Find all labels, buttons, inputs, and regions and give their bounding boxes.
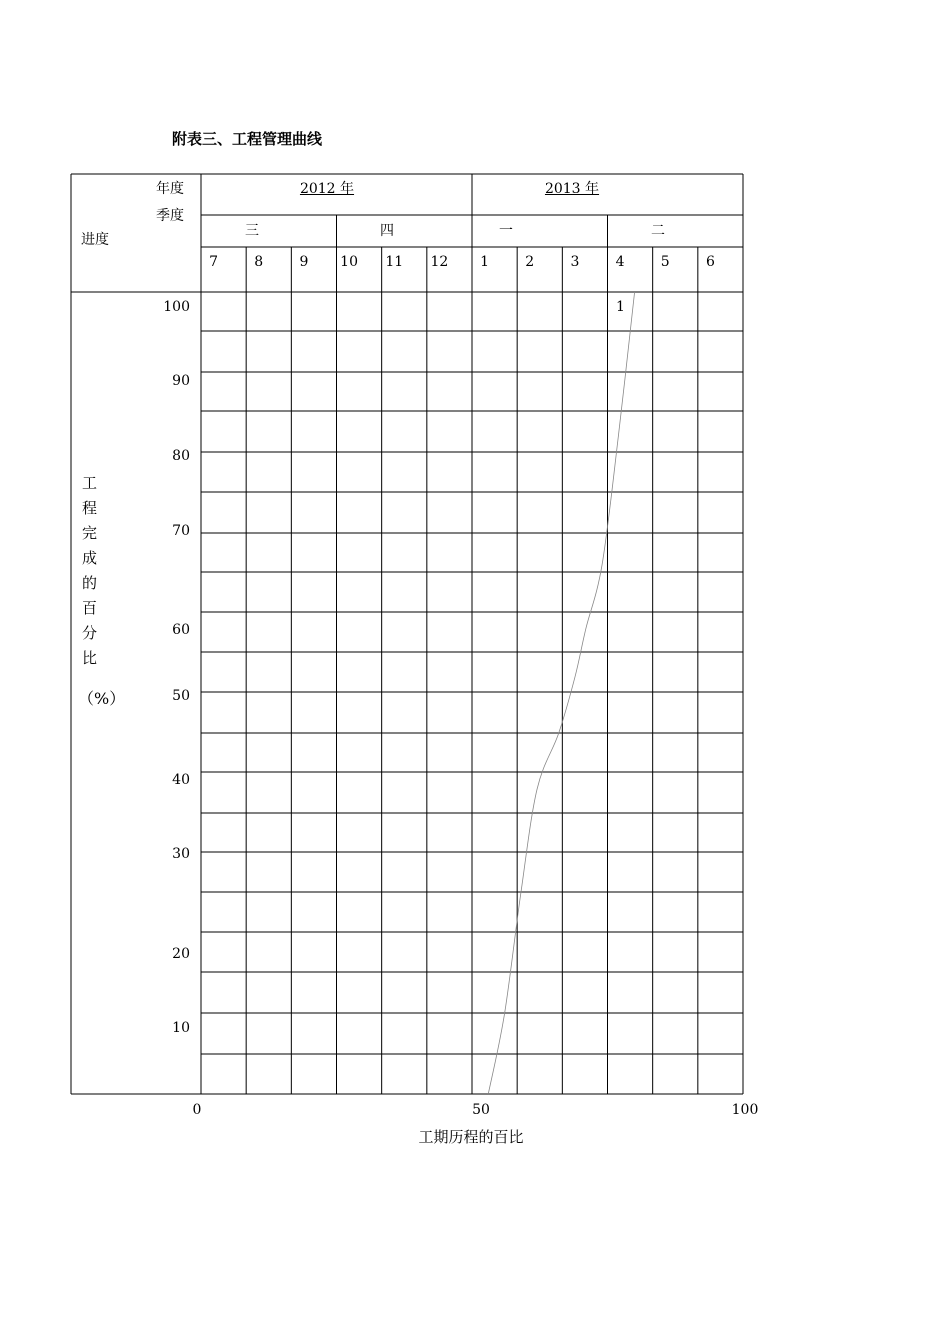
y-tick-label: 80 — [172, 448, 190, 464]
y-axis-label-char: 成 — [82, 549, 98, 567]
month-label: 7 — [209, 254, 219, 270]
y-axis-unit: （%） — [78, 689, 126, 708]
quarter-4-label: 四 — [380, 223, 394, 239]
month-label: 1 — [480, 254, 490, 270]
y-tick-label: 50 — [172, 688, 190, 704]
y-axis-label-char: 比 — [82, 649, 98, 667]
y-tick-label: 60 — [172, 622, 190, 638]
y-tick-label: 20 — [172, 946, 190, 962]
month-label: 6 — [705, 254, 715, 270]
y-tick-label: 10 — [172, 1020, 190, 1036]
month-label: 5 — [660, 254, 670, 270]
year-2012-label: 2012 年 — [299, 181, 355, 197]
year-2013-label: 2013 年 — [544, 181, 600, 197]
month-label: 8 — [254, 254, 264, 270]
quarter-3-label: 三 — [245, 223, 259, 239]
y-axis-label-char: 的 — [82, 574, 98, 592]
corner-year-label: 年度 — [156, 181, 184, 197]
month-label: 10 — [340, 254, 358, 270]
y-axis-label-char: 分 — [82, 624, 98, 642]
x-tick-100: 100 — [731, 1102, 759, 1118]
x-tick-50: 50 — [472, 1102, 490, 1118]
y-tick-label: 30 — [172, 846, 190, 862]
month-label: 12 — [430, 254, 449, 270]
quarter-1-label: 一 — [499, 223, 513, 239]
month-label: 3 — [570, 254, 580, 270]
corner-quarter-label: 季度 — [156, 208, 184, 224]
y-axis-label-char: 工 — [82, 474, 98, 492]
y-tick-label: 70 — [172, 523, 190, 539]
y-tick-label: 100 — [163, 299, 190, 315]
s-curve-line — [488, 292, 634, 1094]
month-label: 2 — [525, 254, 535, 270]
y-axis-label-char: 程 — [82, 499, 98, 517]
month-label: 9 — [299, 254, 309, 270]
curve-label: 1 — [616, 299, 625, 315]
y-axis-label-char: 百 — [82, 599, 98, 617]
x-axis-label: 工期历程的百比 — [418, 1128, 524, 1146]
corner-progress-label: 进度 — [81, 232, 109, 248]
page-title: 附表三、工程管理曲线 — [172, 130, 323, 148]
month-label: 4 — [615, 254, 625, 270]
month-label: 11 — [385, 254, 404, 270]
y-tick-label: 90 — [172, 373, 190, 389]
y-axis-label-char: 完 — [82, 524, 98, 542]
x-tick-0: 0 — [192, 1102, 202, 1118]
quarter-2-label: 二 — [651, 223, 665, 239]
y-tick-label: 40 — [172, 772, 190, 788]
